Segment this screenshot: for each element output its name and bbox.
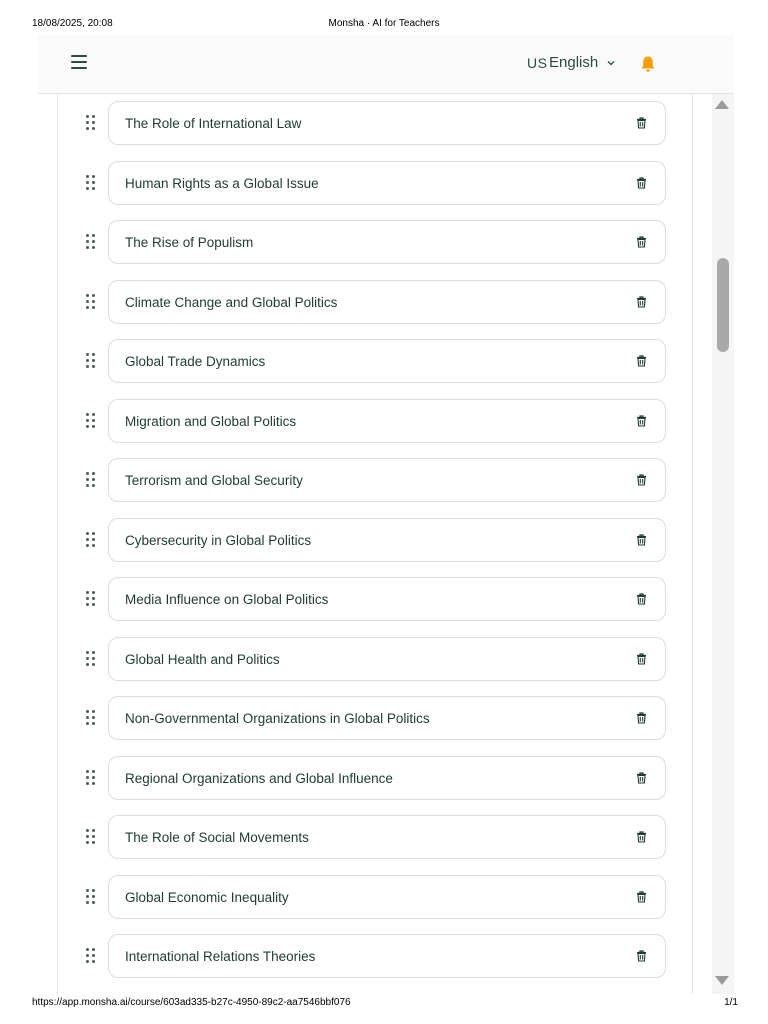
- scrollbar[interactable]: [712, 94, 734, 994]
- topic-row: [58, 934, 692, 980]
- trash-icon[interactable]: [636, 474, 647, 486]
- topic-label: Global Health and Politics: [125, 652, 280, 667]
- topic-row: [58, 577, 692, 623]
- topic-label: Global Economic Inequality: [125, 890, 289, 905]
- language-selector[interactable]: English: [549, 54, 599, 71]
- drag-handle-icon[interactable]: [86, 889, 96, 905]
- topic-card[interactable]: [108, 875, 666, 919]
- topic-label: The Rise of Populism: [125, 235, 254, 250]
- topic-card[interactable]: [108, 339, 666, 383]
- print-footer: [0, 995, 768, 1015]
- topic-label: Global Trade Dynamics: [125, 354, 266, 369]
- drag-handle-icon[interactable]: [86, 651, 96, 667]
- trash-icon[interactable]: [636, 236, 647, 248]
- chevron-down-icon[interactable]: [607, 59, 615, 67]
- language-flag-code: US: [527, 55, 548, 71]
- topic-card[interactable]: [108, 696, 666, 740]
- trash-icon[interactable]: [636, 534, 647, 546]
- topic-row: [58, 756, 692, 802]
- topic-card[interactable]: [108, 756, 666, 800]
- topic-card[interactable]: [108, 577, 666, 621]
- drag-handle-icon[interactable]: [86, 472, 96, 488]
- topic-card[interactable]: [108, 458, 666, 502]
- topic-label: Media Influence on Global Politics: [125, 592, 329, 607]
- topic-card[interactable]: [108, 518, 666, 562]
- topic-label: Cybersecurity in Global Politics: [125, 533, 312, 548]
- drag-handle-icon[interactable]: [86, 591, 96, 607]
- topic-label: Human Rights as a Global Issue: [125, 176, 319, 191]
- trash-icon[interactable]: [636, 950, 647, 962]
- print-url: https://app.monsha.ai/course/603ad335-b27c-4950-89c2-aa7546bbf076: [32, 997, 351, 1008]
- topic-card[interactable]: [108, 399, 666, 443]
- topic-card[interactable]: [108, 280, 666, 324]
- drag-handle-icon[interactable]: [86, 829, 96, 845]
- trash-icon[interactable]: [636, 296, 647, 308]
- scroll-up-arrow-icon[interactable]: [715, 100, 729, 109]
- scroll-down-arrow-icon[interactable]: [715, 976, 729, 985]
- trash-icon[interactable]: [636, 891, 647, 903]
- trash-icon[interactable]: [636, 593, 647, 605]
- drag-handle-icon[interactable]: [86, 234, 96, 250]
- trash-icon[interactable]: [636, 177, 647, 189]
- topic-label: The Role of Social Movements: [125, 830, 309, 845]
- topic-card[interactable]: [108, 220, 666, 264]
- drag-handle-icon[interactable]: [86, 710, 96, 726]
- topic-label: Non-Governmental Organizations in Global Politics: [125, 711, 430, 726]
- drag-handle-icon[interactable]: [86, 770, 96, 786]
- top-bar: [38, 35, 734, 94]
- topic-label: Migration and Global Politics: [125, 414, 297, 429]
- topic-card[interactable]: [108, 637, 666, 681]
- drag-handle-icon[interactable]: [86, 353, 96, 369]
- topic-row: [58, 161, 692, 207]
- topic-card[interactable]: [108, 934, 666, 978]
- topic-row: [58, 696, 692, 742]
- topic-card[interactable]: [108, 815, 666, 859]
- drag-handle-icon[interactable]: [86, 175, 96, 191]
- topic-row: [58, 815, 692, 861]
- topic-row: [58, 875, 692, 921]
- bell-icon[interactable]: [640, 55, 656, 73]
- topic-row: [58, 339, 692, 385]
- topic-label: Climate Change and Global Politics: [125, 295, 338, 310]
- topic-card[interactable]: [108, 161, 666, 205]
- trash-icon[interactable]: [636, 415, 647, 427]
- drag-handle-icon[interactable]: [86, 948, 96, 964]
- print-header: [0, 0, 768, 40]
- trash-icon[interactable]: [636, 712, 647, 724]
- print-page-number: 1/1: [724, 997, 738, 1008]
- trash-icon[interactable]: [636, 117, 647, 129]
- drag-handle-icon[interactable]: [86, 532, 96, 548]
- topic-row: [58, 280, 692, 326]
- app-window: [38, 35, 734, 994]
- drag-handle-icon[interactable]: [86, 413, 96, 429]
- topic-row: [58, 518, 692, 564]
- topic-row: [58, 399, 692, 445]
- topic-row: [58, 220, 692, 266]
- topic-label: International Relations Theories: [125, 949, 316, 964]
- trash-icon[interactable]: [636, 772, 647, 784]
- trash-icon[interactable]: [636, 831, 647, 843]
- topic-label: Regional Organizations and Global Influence: [125, 771, 393, 786]
- print-date: 18/08/2025, 20:08: [32, 18, 113, 29]
- drag-handle-icon[interactable]: [86, 115, 96, 131]
- topic-card[interactable]: [108, 101, 666, 145]
- print-title: Monsha · AI for Teachers: [328, 18, 440, 29]
- scrollbar-thumb[interactable]: [717, 258, 729, 352]
- drag-handle-icon[interactable]: [86, 294, 96, 310]
- topic-row: [58, 458, 692, 504]
- topic-label: Terrorism and Global Security: [125, 473, 303, 488]
- topic-label: The Role of International Law: [125, 116, 302, 131]
- hamburger-icon[interactable]: [71, 55, 87, 69]
- topic-row: [58, 637, 692, 683]
- trash-icon[interactable]: [636, 653, 647, 665]
- topic-list: [57, 94, 693, 994]
- topic-row: [58, 101, 692, 147]
- trash-icon[interactable]: [636, 355, 647, 367]
